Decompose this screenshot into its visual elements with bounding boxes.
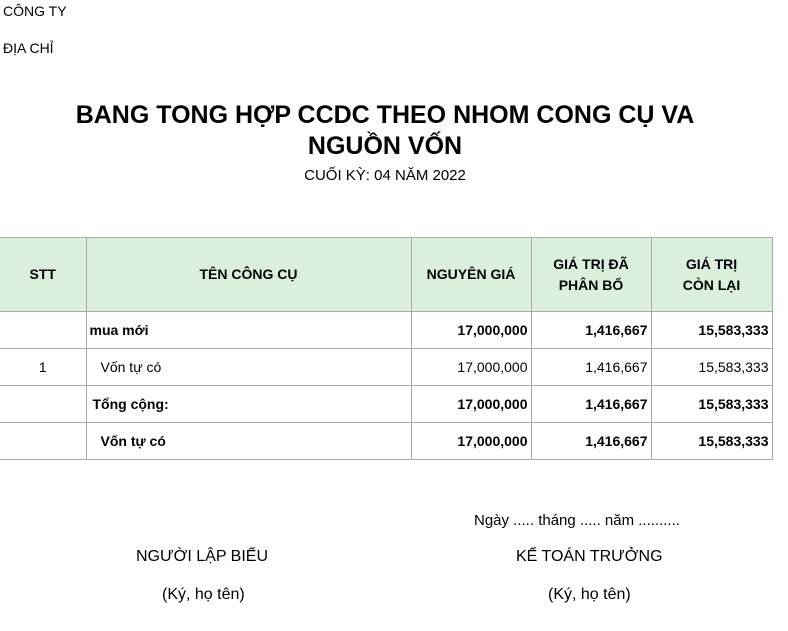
column-header-cost: NGUYÊN GIÁ <box>411 238 531 312</box>
column-header-remaining <box>651 238 772 312</box>
cell-allocated: 1,416,667 <box>531 349 651 386</box>
cell-allocated: 1,416,667 <box>531 312 651 349</box>
cell-name: Vốn tự có <box>86 349 411 386</box>
table-header-row <box>0 238 772 312</box>
preparer-sign-note: (Ký, họ tên) <box>162 586 245 603</box>
cell-remaining: 15,583,333 <box>651 423 772 460</box>
cell-stt: 1 <box>0 349 86 386</box>
column-header-remaining-label: GIÁ TRỊ CÒN LẠI <box>682 255 741 293</box>
cell-stt <box>0 386 86 423</box>
signature-date-line: Ngày ..... tháng ..... năm .......... <box>474 512 680 529</box>
cell-allocated: 1,416,667 <box>531 386 651 423</box>
report-title: BANG TONG HỢP CCDC THEO NHOM CONG CỤ VA NGUỒN VỐN <box>75 101 695 158</box>
report-period: CUỐI KỲ: 04 NĂM 2022 <box>304 167 466 184</box>
column-header-name: TÊN CÔNG CỤ <box>86 238 411 312</box>
preparer-title: NGƯỜI LẬP BIỂU <box>136 548 269 565</box>
cell-allocated: 1,416,667 <box>531 423 651 460</box>
ccdc-summary-table <box>0 237 773 460</box>
table-row-total-source <box>0 423 772 460</box>
table-row-group <box>0 312 772 349</box>
cell-cost: 17,000,000 <box>411 312 531 349</box>
table-row-item <box>0 349 772 386</box>
cell-cost: 17,000,000 <box>411 423 531 460</box>
chief-accountant-title: KẾ TOÁN TRƯỞNG <box>516 548 663 565</box>
cell-stt <box>0 423 86 460</box>
cell-name: Vốn tự có <box>86 423 411 460</box>
column-header-allocated-label: GIÁ TRỊ ĐÃ PHÂN BỔ <box>553 255 629 293</box>
cell-name: mua mới <box>86 312 411 349</box>
table-row-total <box>0 386 772 423</box>
cell-stt <box>0 312 86 349</box>
cell-name: Tổng cộng: <box>86 386 411 423</box>
cell-cost: 17,000,000 <box>411 386 531 423</box>
cell-remaining: 15,583,333 <box>651 312 772 349</box>
company-name: CÔNG TY <box>3 3 67 19</box>
column-header-allocated <box>531 238 651 312</box>
cell-remaining: 15,583,333 <box>651 349 772 386</box>
cell-remaining: 15,583,333 <box>651 386 772 423</box>
company-address: ĐỊA CHỈ <box>3 40 54 56</box>
chief-accountant-sign-note: (Ký, họ tên) <box>548 586 631 603</box>
column-header-stt: STT <box>0 238 86 312</box>
cell-cost: 17,000,000 <box>411 349 531 386</box>
